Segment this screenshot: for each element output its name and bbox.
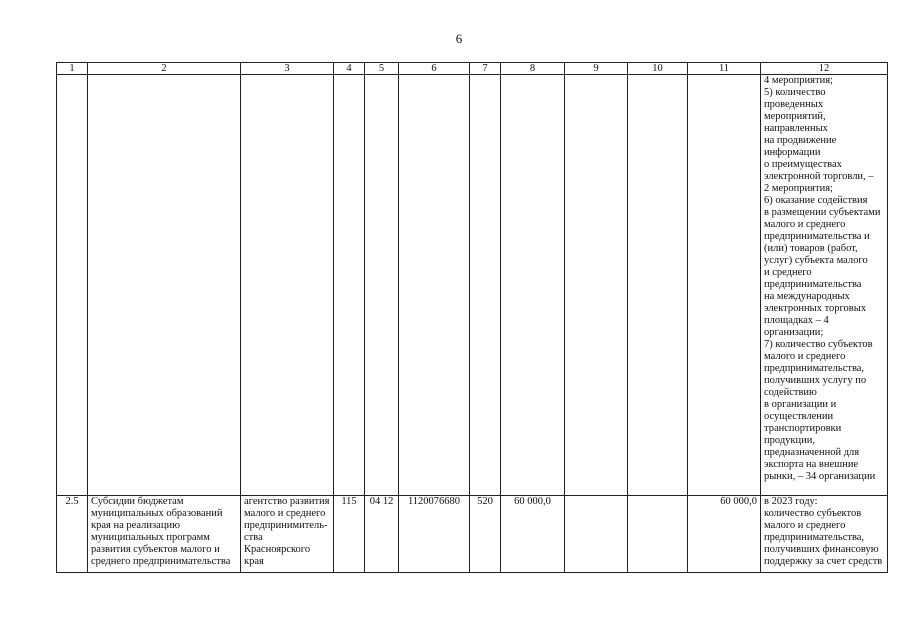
empty-cell — [565, 75, 628, 496]
empty-cell — [57, 75, 88, 496]
empty-cell — [334, 75, 365, 496]
amount-cell-8: 60 000,0 — [501, 496, 565, 573]
empty-cell — [688, 75, 761, 496]
code-cell-5: 04 12 — [365, 496, 399, 573]
budget-table — [56, 62, 888, 573]
code-cell-6: 1120076680 — [399, 496, 470, 573]
table-row — [57, 496, 888, 573]
header-cell-2: 2 — [88, 63, 241, 75]
results-cell-continued: 4 мероприятия; 5) количество проведенных мероприятий, направленных на продвижение информации о преимуществах электронной торговли, – 2 мероприятия; 6) оказание содействия в размещении субъектами малого и среднего предпринимательства и (или) товаров (работ, услуг) субъекта малого и среднего предпринимательства на международных электронных торговых площадках – 4 организации; 7) количество субъектов малого и среднего предпринимательства, получивших услугу по содействию в организации и осуществлении транспортировки продукции, предназначенной для экспорта на внешние рынки, – 34 организации — [761, 75, 888, 496]
header-cell-10: 10 — [628, 63, 688, 75]
code-cell-7: 520 — [470, 496, 501, 573]
header-cell-8: 8 — [501, 63, 565, 75]
header-cell-4: 4 — [334, 63, 365, 75]
empty-cell — [365, 75, 399, 496]
header-cell-3: 3 — [241, 63, 334, 75]
measure-name-cell: Субсидии бюджетам муниципальных образований края на реализацию муниципальных программ развития субъектов малого и среднего предпринимательства — [88, 496, 241, 573]
empty-cell — [501, 75, 565, 496]
header-cell-12: 12 — [761, 63, 888, 75]
item-number-cell: 2.5 — [57, 496, 88, 573]
table-row-continued — [57, 75, 888, 496]
amount-cell-9 — [565, 496, 628, 573]
page-number: 6 — [455, 31, 463, 46]
results-cell: в 2023 году: количество субъектов малого и среднего предпринимательства, получивших финансовую поддержку за счет средств — [761, 496, 888, 573]
empty-cell — [399, 75, 470, 496]
header-cell-6: 6 — [399, 63, 470, 75]
header-cell-1: 1 — [57, 63, 88, 75]
header-cell-5: 5 — [365, 63, 399, 75]
empty-cell — [241, 75, 334, 496]
header-row — [57, 63, 888, 75]
empty-cell — [628, 75, 688, 496]
amount-cell-11: 60 000,0 — [688, 496, 761, 573]
header-cell-9: 9 — [565, 63, 628, 75]
header-cell-7: 7 — [470, 63, 501, 75]
empty-cell — [470, 75, 501, 496]
header-cell-11: 11 — [688, 63, 761, 75]
amount-cell-10 — [628, 496, 688, 573]
empty-cell — [88, 75, 241, 496]
responsible-agency-cell: агентство развития малого и среднего предпринимитель- ства Красноярского края — [241, 496, 334, 573]
code-cell-4: 115 — [334, 496, 365, 573]
